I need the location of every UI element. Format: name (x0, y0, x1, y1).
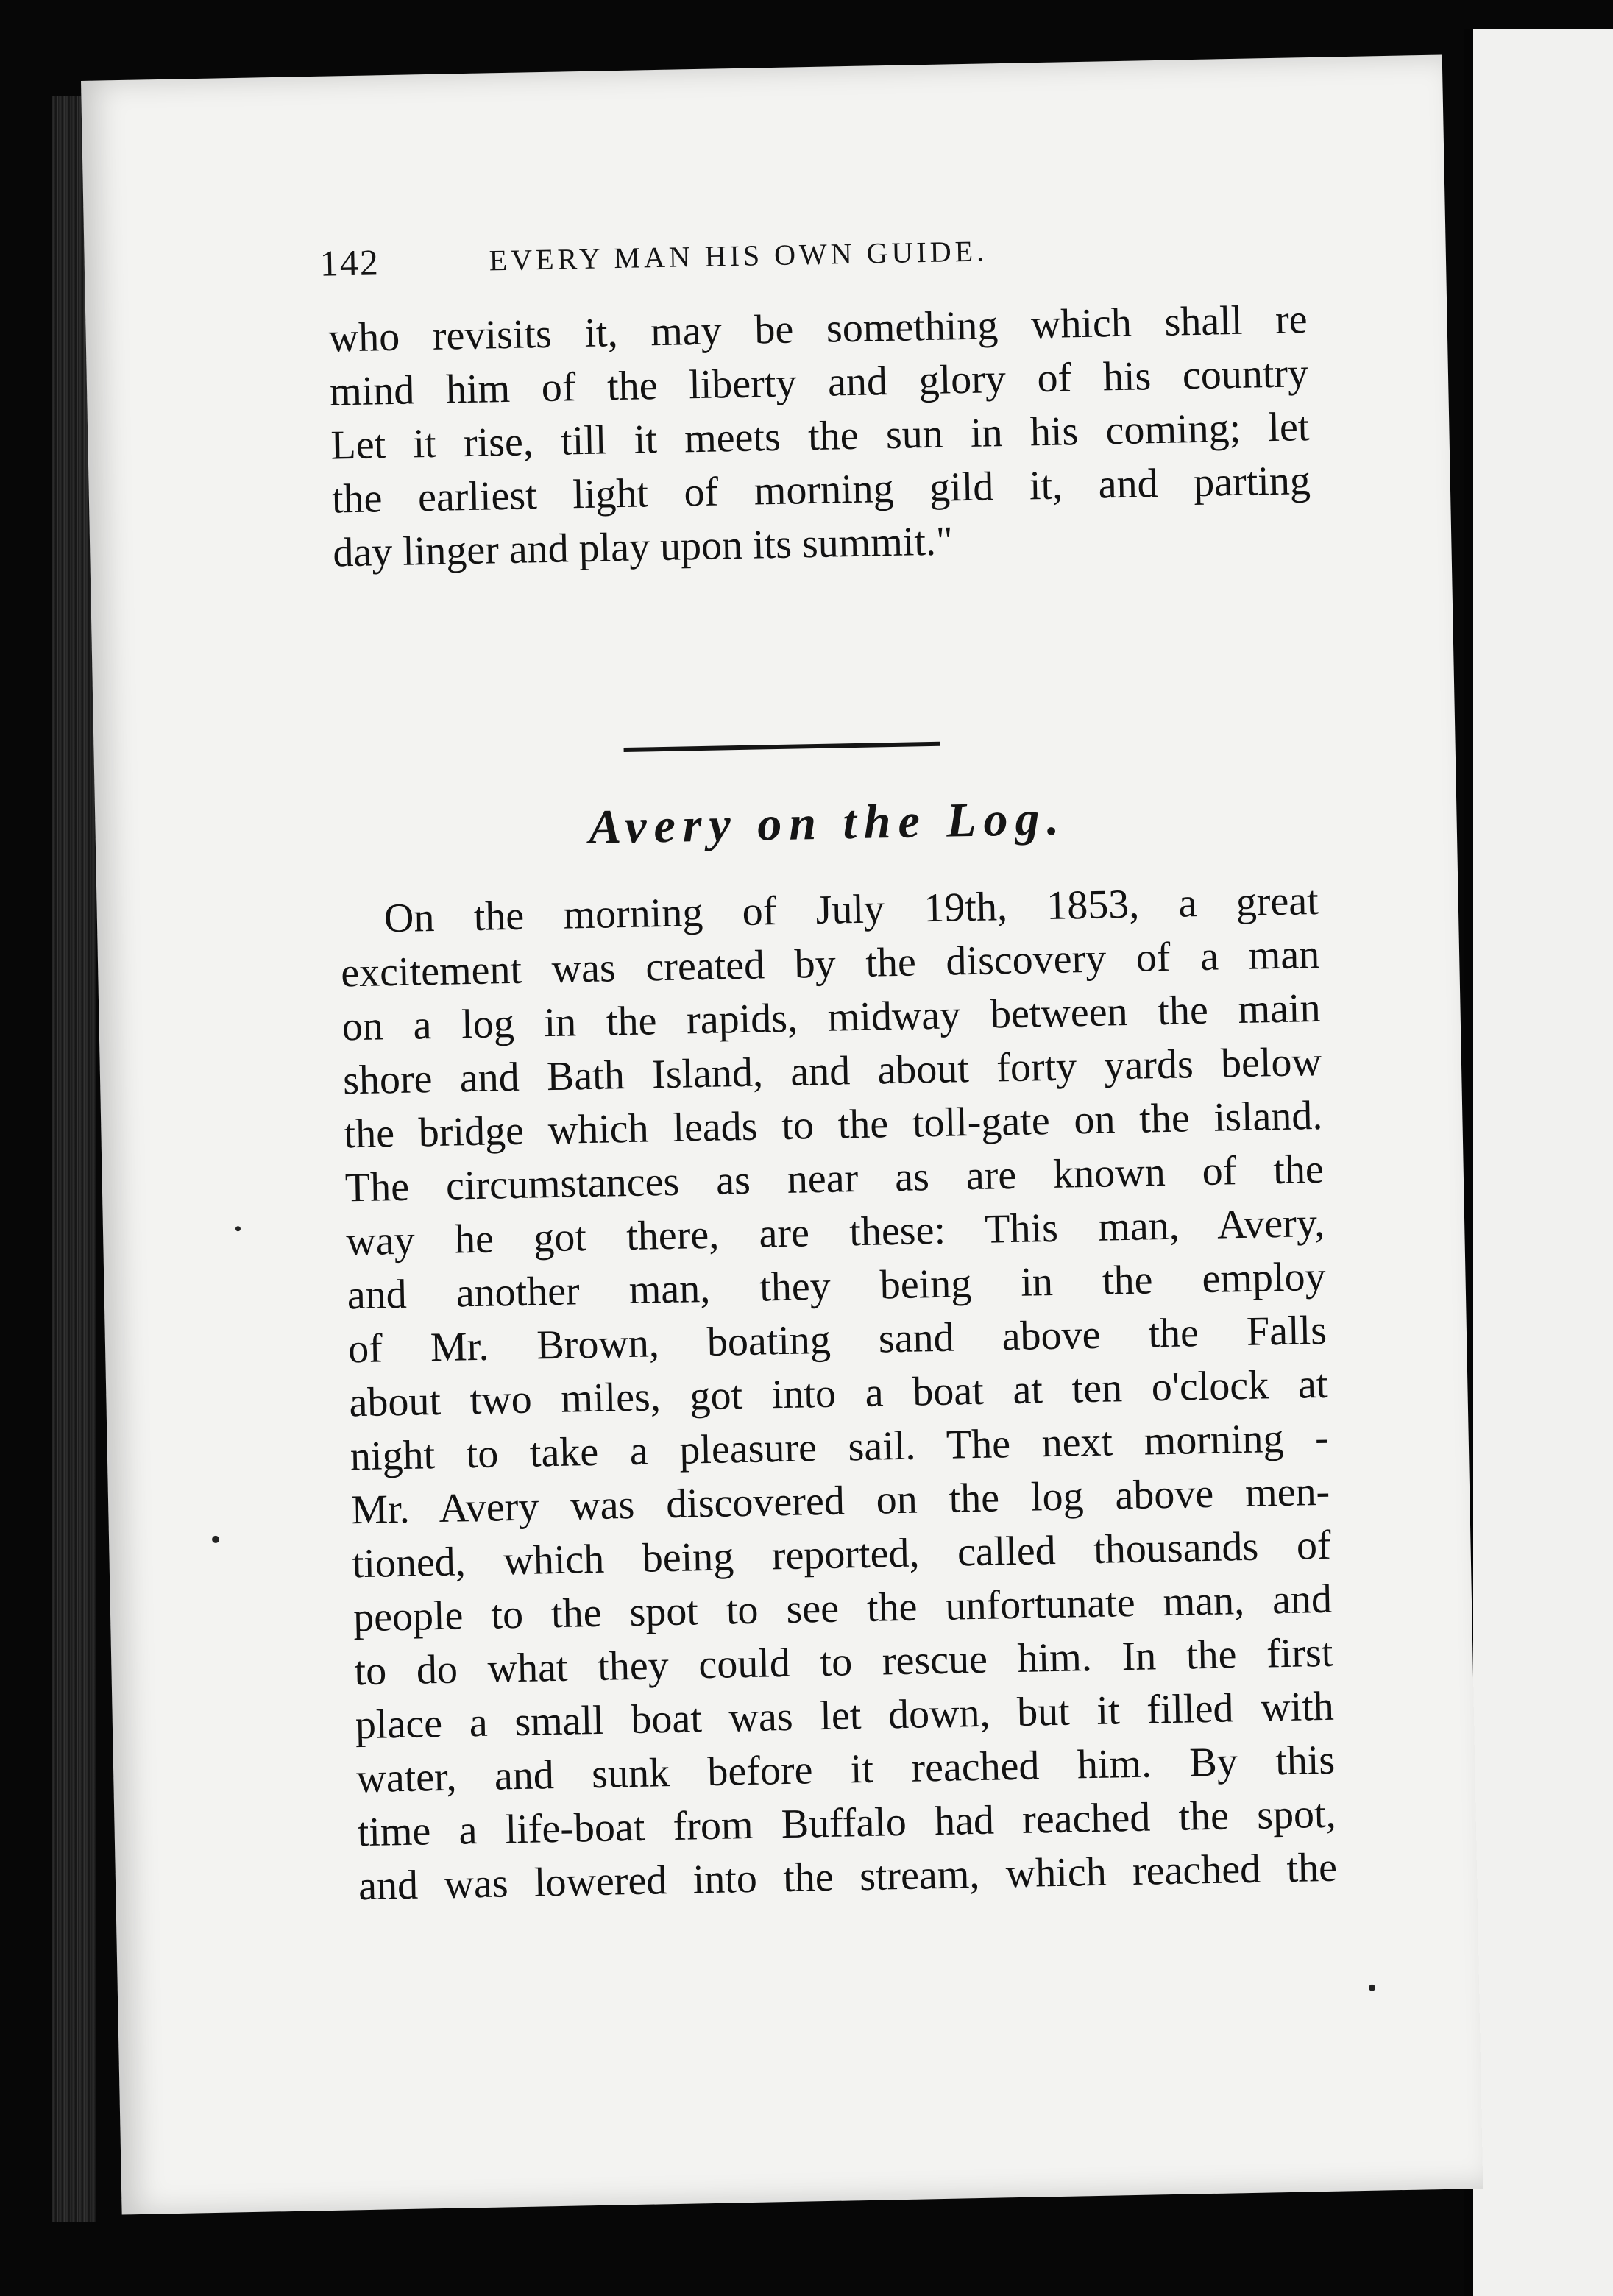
text-line: mind him of the liberty and glory of his country (329, 350, 1309, 415)
text-line: about two miles, got into a boat at ten o'clock at (348, 1361, 1328, 1426)
continued-paragraph (328, 293, 1312, 580)
text-line: shore and Bath Island, and about forty yards below (342, 1038, 1322, 1104)
section-heading: Avery on the Log. (588, 791, 1067, 854)
text-line: The circumstances as near as are known of the (344, 1146, 1325, 1211)
text-line: time a life-boat from Buffalo had reached the spot, (357, 1790, 1337, 1856)
ink-speck (1369, 1985, 1375, 1991)
ink-speck (235, 1226, 241, 1231)
book-page (81, 54, 1483, 2214)
text-line: way he got there, are these: This man, Avery, (345, 1200, 1325, 1265)
text-line: tioned, which being reported, called thousands of (352, 1522, 1332, 1587)
text-line: people to the spot to see the unfortunate man, and (352, 1576, 1333, 1641)
text-line: water, and sunk before it reached him. By this (355, 1737, 1336, 1802)
text-line: and another man, they being in the employ (347, 1253, 1327, 1319)
section-divider-rule (624, 742, 940, 752)
text-line: place a small boat was let down, but it filled with (355, 1683, 1335, 1748)
text-line: excitement was created by the discovery of a man (340, 931, 1320, 996)
text-line: the earliest light of morning gild it, and parting (331, 458, 1311, 522)
text-line: to do what they could to rescue him. In the first (353, 1629, 1333, 1695)
text-line: of Mr. Brown, boating sand above the Falls (347, 1307, 1327, 1372)
text-line: and was lowered into the stream, which reached the (358, 1844, 1338, 1910)
ink-speck (212, 1536, 219, 1543)
text-line: Let it rise, till it meets the sun in his coming; let (330, 404, 1310, 469)
text-line: the bridge which leads to the toll-gate on the island. (343, 1092, 1323, 1158)
running-head-title: EVERY MAN HIS OWN GUIDE. (489, 234, 988, 277)
page-number: 142 (319, 241, 380, 284)
text-line: who revisits it, may be something which shall re (328, 297, 1308, 361)
text-line: Mr. Avery was discovered on the log above men- (350, 1468, 1330, 1534)
running-head (319, 221, 1424, 286)
section-paragraph (339, 874, 1337, 1913)
facing-page-edge (1464, 29, 1613, 2296)
text-line: night to take a pleasure sail. The next morning - (350, 1414, 1330, 1480)
text-line: On the morning of July 19th, 1853, a great (383, 877, 1319, 942)
text-line: on a log in the rapids, midway between the main (341, 985, 1322, 1050)
text-line: day linger and play upon its summit." (332, 518, 954, 576)
